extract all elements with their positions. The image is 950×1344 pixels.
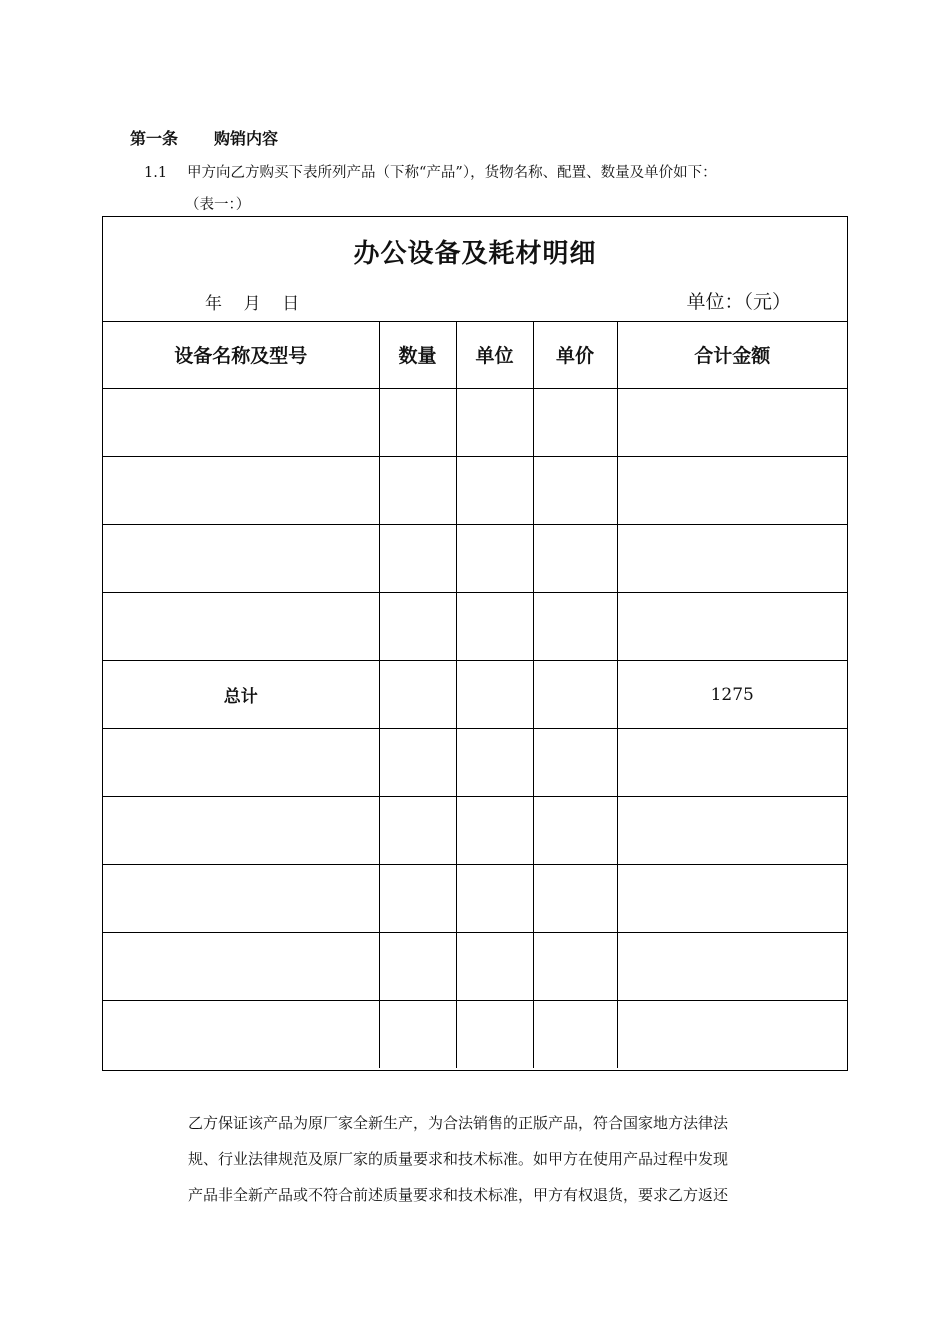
paragraph-line: 产品非全新产品或不符合前述质量要求和技术标准，甲方有权退货，要求乙方返还	[188, 1186, 729, 1204]
table-cell[interactable]	[533, 933, 617, 1001]
table-row	[103, 389, 847, 457]
table-cell[interactable]	[379, 729, 456, 797]
table-cell[interactable]	[533, 661, 617, 729]
table-cell[interactable]	[103, 525, 379, 593]
table-row	[103, 593, 847, 661]
table-cell[interactable]	[533, 593, 617, 661]
table-row	[103, 729, 847, 797]
table-reference: （表一：）	[185, 197, 251, 213]
col-header-unit: 单位	[456, 321, 533, 389]
table-cell[interactable]	[533, 865, 617, 933]
equipment-table	[102, 216, 848, 1071]
table-cell[interactable]	[103, 389, 379, 457]
article-heading	[130, 126, 278, 149]
table-cell[interactable]	[456, 797, 533, 865]
article-number: 第一条	[130, 129, 179, 148]
table-cell[interactable]	[533, 525, 617, 593]
clause-text: 甲方向乙方购买下表所列产品（下称“产品”），货物名称、配置、数量及单价如下：	[187, 165, 717, 181]
table-row	[103, 1001, 847, 1069]
table-cell[interactable]	[617, 865, 847, 933]
table-cell[interactable]	[533, 1001, 617, 1069]
table-cell[interactable]	[456, 729, 533, 797]
clause-line	[144, 161, 717, 182]
article-title: 购销内容	[214, 129, 279, 148]
table-cell[interactable]	[617, 797, 847, 865]
table-cell[interactable]	[533, 389, 617, 457]
table-cell[interactable]	[617, 457, 847, 525]
column-header-row	[103, 321, 847, 389]
date-label: 年 月 日	[205, 294, 300, 314]
table-row	[103, 525, 847, 593]
table-cell[interactable]	[456, 457, 533, 525]
table-cell[interactable]	[379, 865, 456, 933]
table-cell[interactable]	[456, 525, 533, 593]
paragraph-line: 规、行业法律规范及原厂家的质量要求和技术标准。如甲方在使用产品过程中发现	[188, 1150, 729, 1168]
table-cell[interactable]	[456, 933, 533, 1001]
table-cell[interactable]	[103, 797, 379, 865]
table-cell[interactable]	[617, 389, 847, 457]
table-cell[interactable]	[379, 1001, 456, 1069]
table-cell[interactable]	[379, 661, 456, 729]
table-cell[interactable]	[456, 389, 533, 457]
table-cell[interactable]	[103, 933, 379, 1001]
col-header-name: 设备名称及型号	[103, 321, 379, 389]
table-row	[103, 865, 847, 933]
table-title: 办公设备及耗材明细	[353, 239, 597, 269]
table-cell[interactable]	[617, 1001, 847, 1069]
table-cell[interactable]	[617, 729, 847, 797]
table-cell[interactable]	[617, 593, 847, 661]
table-cell[interactable]	[456, 1001, 533, 1069]
table-cell[interactable]	[103, 593, 379, 661]
table-cell[interactable]	[103, 729, 379, 797]
table-cell[interactable]	[533, 797, 617, 865]
table-cell[interactable]	[379, 593, 456, 661]
table-cell[interactable]	[379, 797, 456, 865]
paragraph-line: 乙方保证该产品为原厂家全新生产，为合法销售的正版产品，符合国家地方法律法	[188, 1114, 729, 1132]
detail-grid	[103, 321, 847, 1068]
col-header-amount: 合计金额	[617, 321, 847, 389]
table-cell[interactable]	[103, 457, 379, 525]
warranty-paragraph	[188, 1105, 798, 1213]
table-cell[interactable]	[379, 525, 456, 593]
total-label: 总计	[103, 661, 379, 729]
table-cell[interactable]	[456, 865, 533, 933]
unit-label: 单位：（元）	[686, 291, 791, 313]
col-header-quantity: 数量	[379, 321, 456, 389]
table-cell[interactable]	[617, 525, 847, 593]
col-header-price: 单价	[533, 321, 617, 389]
table-cell[interactable]	[103, 865, 379, 933]
table-cell[interactable]	[379, 933, 456, 1001]
table-header-block	[103, 217, 847, 322]
table-cell[interactable]	[533, 457, 617, 525]
clause-number: 1.1	[144, 165, 168, 181]
total-value[interactable]: 1275	[617, 661, 847, 729]
table-cell[interactable]	[456, 661, 533, 729]
total-row	[103, 661, 847, 729]
table-cell[interactable]	[533, 729, 617, 797]
table-cell[interactable]	[456, 593, 533, 661]
table-cell[interactable]	[379, 457, 456, 525]
table-row	[103, 797, 847, 865]
table-row	[103, 457, 847, 525]
table-cell[interactable]	[379, 389, 456, 457]
table-row	[103, 933, 847, 1001]
table-cell[interactable]	[103, 1001, 379, 1069]
table-cell[interactable]	[617, 933, 847, 1001]
